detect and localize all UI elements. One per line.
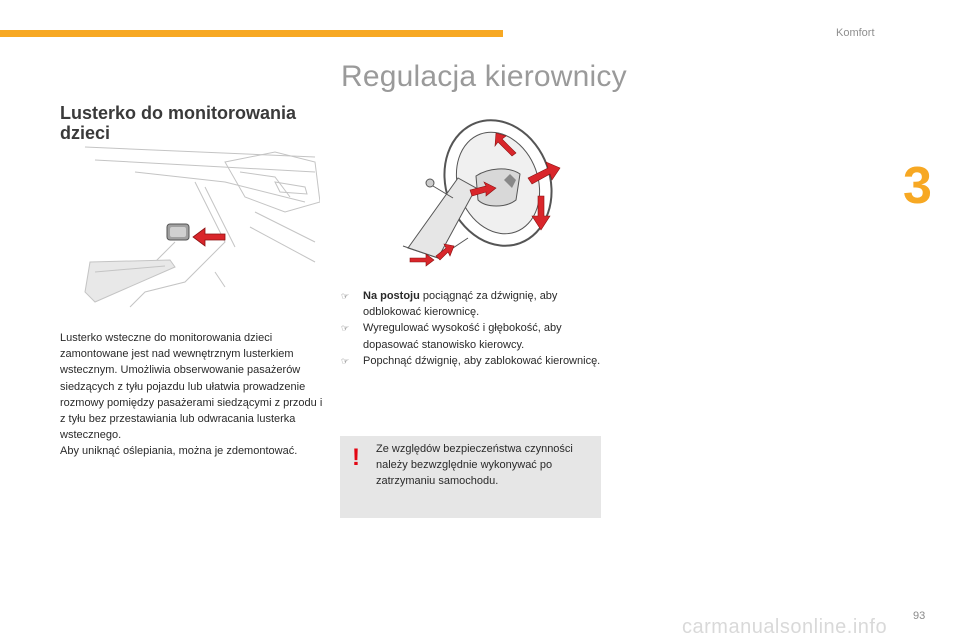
section-label: Komfort	[836, 27, 875, 39]
step-emphasis: Na postoju	[363, 290, 420, 302]
warning-text: Ze względów bezpieczeństwa czynności należy bezwzględnie wykonywać po zatrzymaniu samochodu.	[376, 443, 573, 488]
mirror-paragraph-1: Lusterko wsteczne do monitorowania dzieci zamontowane jest nad wewnętrznym lusterkiem wstecznym. Umożliwia obserwowanie pasażerów siedzących z tyłu pojazdu lub ułatwia prowadzenie rozmowy pomiędzy pasażerami siedzącymi z przodu i z tyłu bez przestawiania lub odwracania lusterka wstecznego.	[60, 332, 323, 442]
step-item	[341, 353, 601, 369]
pointer-icon: ☞	[341, 291, 350, 301]
page-number: 93	[913, 610, 926, 622]
page-title: Regulacja kierownicy	[341, 60, 627, 93]
step-item	[341, 320, 601, 352]
pointer-icon: ☞	[341, 323, 350, 334]
warning-icon: !	[352, 444, 360, 471]
step-item	[341, 288, 601, 320]
step-text: Popchnąć dźwignię, aby zablokować kierownicę.	[363, 354, 601, 367]
mirror-section-heading: Lusterko do monitorowania dzieci	[60, 103, 297, 143]
pointer-icon: ☞	[341, 355, 350, 366]
step-text: pociągnąć za dźwignię, aby odblokować kierownicę.	[363, 290, 558, 319]
steering-wheel-illustration	[398, 108, 578, 268]
arrow-left-icon	[193, 228, 225, 246]
step-text: Wyregulować wysokość i głębokość, aby dopasować stanowisko kierowcy.	[363, 322, 562, 351]
child-mirror-icon	[167, 224, 189, 240]
child-mirror-illustration	[75, 142, 320, 312]
mirror-paragraph-2: Aby uniknąć oślepiania, można je zdemontować.	[60, 445, 298, 458]
chapter-number: 3	[903, 157, 932, 215]
warning-box	[340, 436, 601, 518]
header-accent-bar	[0, 30, 503, 37]
mirror-description	[60, 330, 325, 460]
watermark: carmanualsonline.info	[682, 616, 888, 638]
adjustment-steps	[341, 288, 601, 369]
